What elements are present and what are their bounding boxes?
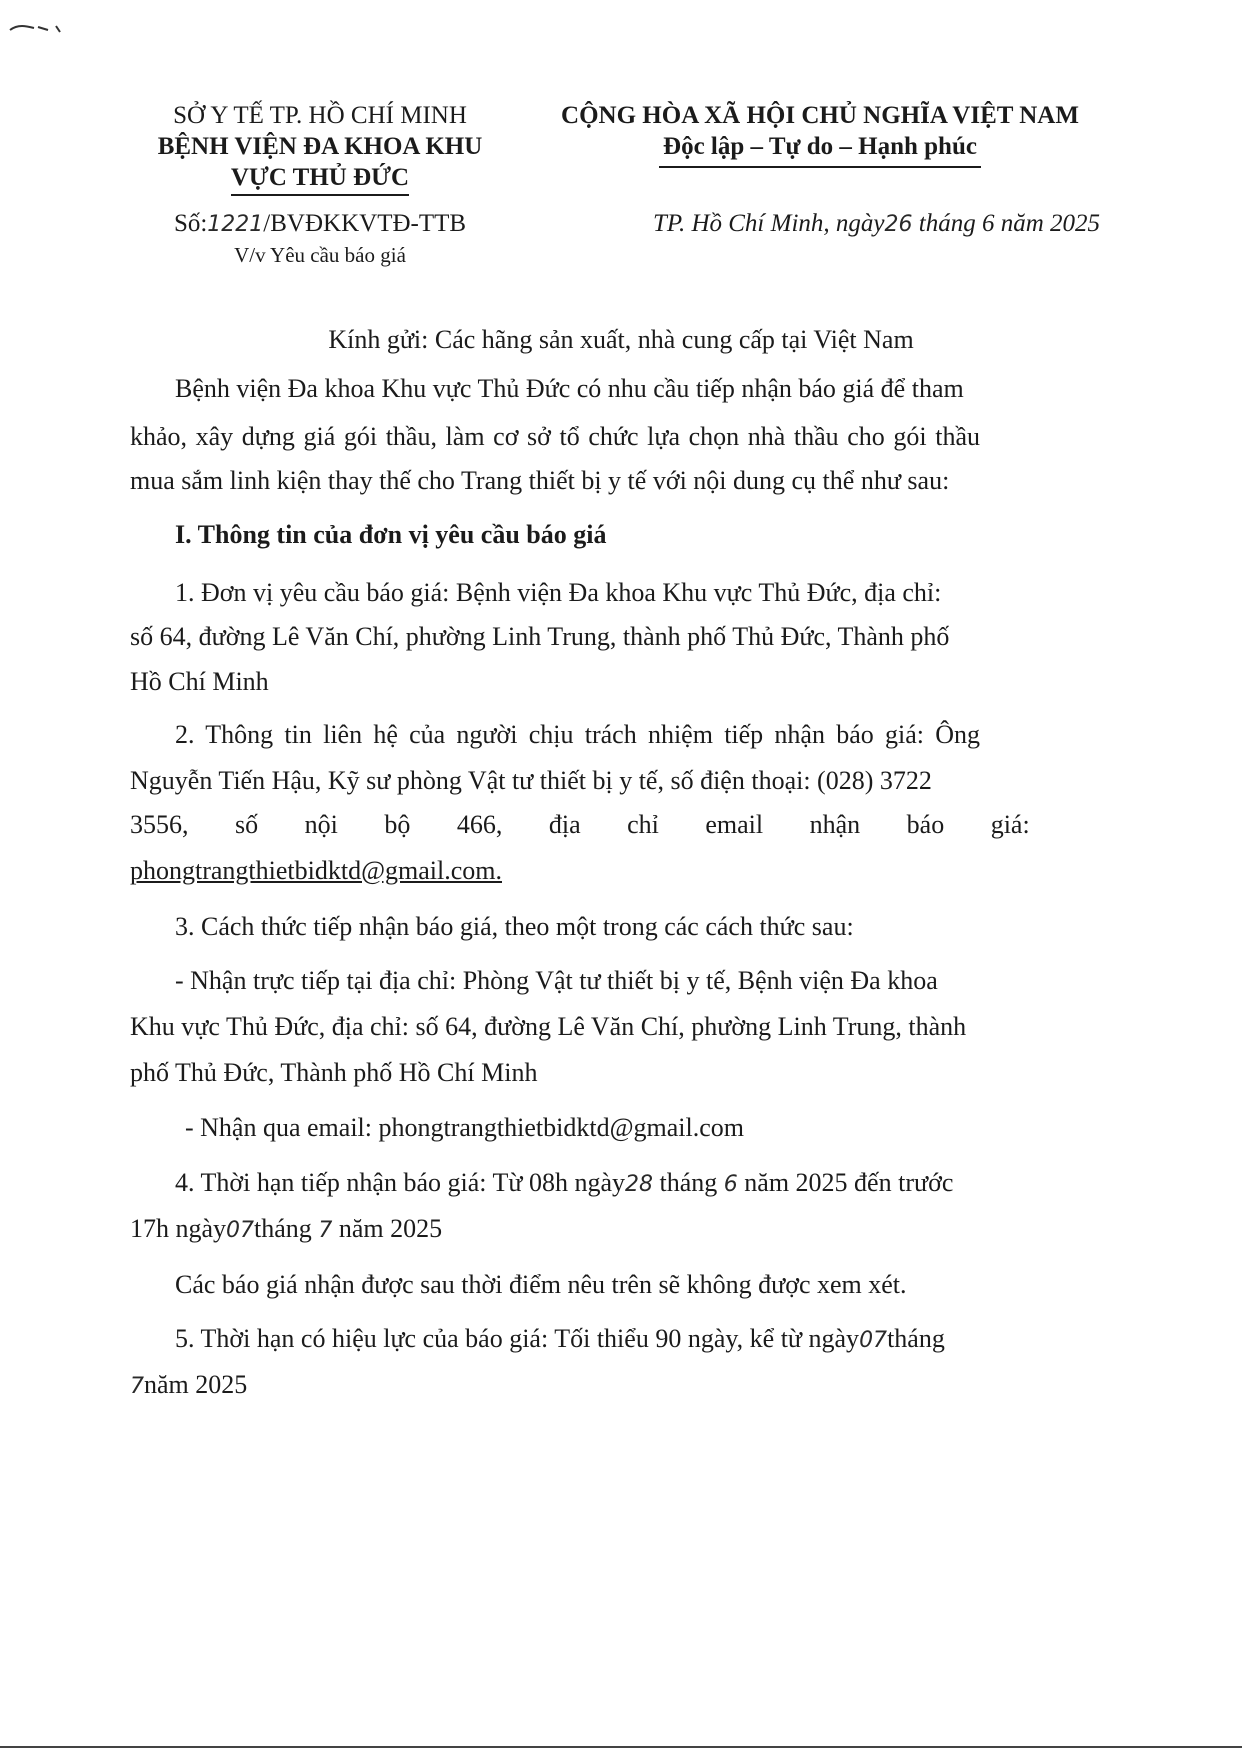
intro-line-3: mua sắm linh kiện thay thế cho Trang thiết bị y tế với nội dung cụ thể như sau: bbox=[130, 466, 950, 495]
item4-to-day-handwritten: 07 bbox=[226, 1218, 255, 1243]
page-bottom-edge bbox=[0, 1746, 1242, 1748]
item4-text-a: 4. Thời hạn tiếp nhận báo giá: Từ 08h ngày bbox=[175, 1168, 626, 1197]
date-prefix: TP. Hồ Chí Minh, ngày bbox=[653, 210, 885, 237]
national-motto: Độc lập – Tự do – Hạnh phúc bbox=[659, 131, 981, 168]
item4-text-d: 17h ngày bbox=[130, 1214, 227, 1243]
item4-line-1 bbox=[175, 1168, 953, 1198]
item4-line-2 bbox=[130, 1214, 442, 1244]
date-day-handwritten: 26 bbox=[884, 212, 913, 237]
item4-to-month-handwritten: 7 bbox=[318, 1218, 333, 1243]
item5-text-c: năm 2025 bbox=[144, 1370, 248, 1399]
item5-line-2 bbox=[130, 1370, 247, 1400]
doc-number-handwritten: 1221 bbox=[207, 212, 264, 237]
item4-from-day-handwritten: 28 bbox=[625, 1172, 654, 1197]
date-line bbox=[540, 210, 1100, 238]
issuing-agency-header bbox=[130, 100, 510, 196]
item4-text-f: năm 2025 bbox=[332, 1214, 443, 1243]
national-header bbox=[540, 100, 1100, 168]
item5-text-a: 5. Thời hạn có hiệu lực của báo giá: Tối thiểu 90 ngày, kể từ ngày bbox=[175, 1324, 860, 1353]
item4-text-e: tháng bbox=[254, 1214, 319, 1243]
intro-line-1: Bệnh viện Đa khoa Khu vực Thủ Đức có nhu cầu tiếp nhận báo giá để tham bbox=[175, 374, 964, 403]
contact-email-link[interactable]: phongtrangthietbidktd@gmail.com. bbox=[130, 856, 502, 885]
document-number bbox=[130, 210, 510, 238]
item3-email-line: - Nhận qua email: phongtrangthietbidktd@gmail.com bbox=[185, 1113, 744, 1142]
item3-direct-line-1: - Nhận trực tiếp tại địa chỉ: Phòng Vật tư thiết bị y tế, Bệnh viện Đa khoa bbox=[175, 966, 938, 995]
item1-line-3: Hồ Chí Minh bbox=[130, 667, 269, 696]
document-subject: V/v Yêu cầu báo giá bbox=[234, 243, 406, 267]
item5-month-handwritten: 7 bbox=[130, 1374, 144, 1399]
item2-line-1: 2. Thông tin liên hệ của người chịu trách nhiệm tiếp nhận báo giá: Ông bbox=[175, 720, 980, 749]
item5-day-handwritten: 07 bbox=[859, 1328, 888, 1353]
salutation: Kính gửi: Các hãng sản xuất, nhà cung cấp tại Việt Nam bbox=[328, 325, 914, 354]
item2-line-2: Nguyễn Tiến Hậu, Kỹ sư phòng Vật tư thiết bị y tế, số điện thoại: (028) 3722 bbox=[130, 766, 932, 795]
late-quote-note: Các báo giá nhận được sau thời điểm nêu trên sẽ không được xem xét. bbox=[175, 1270, 907, 1299]
department-name: SỞ Y TẾ TP. HỒ CHÍ MINH bbox=[173, 102, 467, 129]
hospital-name-line1: BỆNH VIỆN ĐA KHOA KHU bbox=[157, 133, 483, 160]
item2-line-3: 3556, số nội bộ 466, địa chỉ email nhận báo giá: bbox=[130, 810, 1030, 839]
item5-line-1 bbox=[175, 1324, 945, 1354]
section-heading-1: I. Thông tin của đơn vị yêu cầu báo giá bbox=[175, 520, 607, 549]
doc-number-suffix: /BVĐKKVTĐ-TTB bbox=[263, 210, 467, 237]
date-suffix: tháng 6 năm 2025 bbox=[912, 210, 1100, 237]
item1-line-1: 1. Đơn vị yêu cầu báo giá: Bệnh viện Đa khoa Khu vực Thủ Đức, địa chỉ: bbox=[175, 578, 942, 607]
item3-direct-line-2: Khu vực Thủ Đức, địa chỉ: số 64, đường Lê Văn Chí, phường Linh Trung, thành bbox=[130, 1012, 967, 1041]
item1-line-2: số 64, đường Lê Văn Chí, phường Linh Trung, thành phố Thủ Đức, Thành phố bbox=[130, 622, 950, 651]
item4-from-month-handwritten: 6 bbox=[723, 1172, 738, 1197]
scan-artifact-mark bbox=[8, 18, 68, 38]
item3-direct-line-3: phố Thủ Đức, Thành phố Hồ Chí Minh bbox=[130, 1058, 538, 1087]
intro-line-2: khảo, xây dựng giá gói thầu, làm cơ sở tổ chức lựa chọn nhà thầu cho gói thầu bbox=[130, 422, 980, 451]
item5-text-b: tháng bbox=[887, 1324, 945, 1353]
doc-number-prefix: Số: bbox=[173, 210, 208, 237]
item3-line-1: 3. Cách thức tiếp nhận báo giá, theo một trong các cách thức sau: bbox=[175, 912, 854, 941]
country-name: CỘNG HÒA XÃ HỘI CHỦ NGHĨA VIỆT NAM bbox=[561, 102, 1079, 129]
item4-text-b: tháng bbox=[653, 1168, 724, 1197]
item4-text-c: năm 2025 đến trước bbox=[737, 1168, 954, 1197]
hospital-name-line2: VỰC THỦ ĐỨC bbox=[231, 162, 409, 196]
